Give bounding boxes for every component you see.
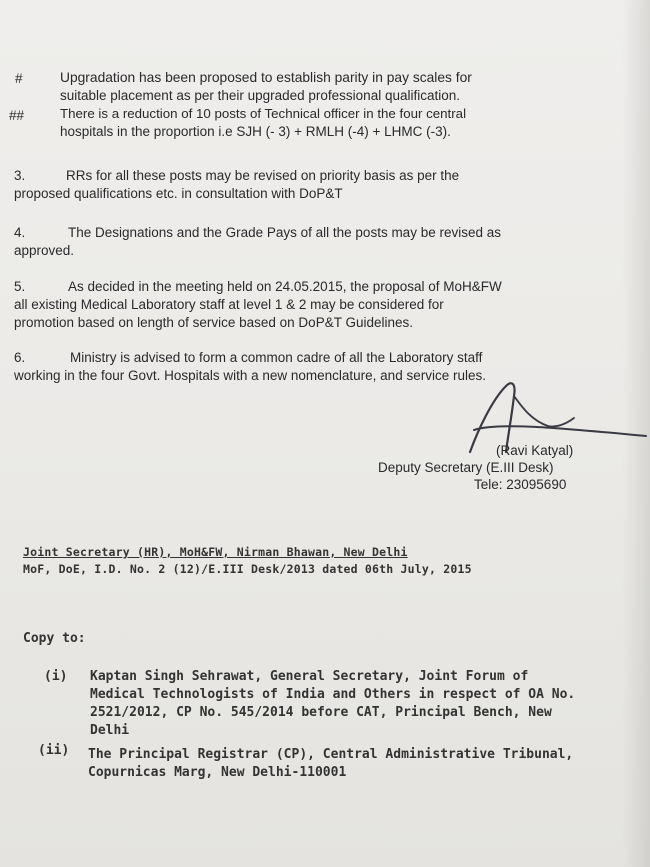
- copy-item-1-line-4: Delhi: [90, 723, 130, 738]
- signatory-designation: Deputy Secretary (E.III Desk): [378, 460, 554, 475]
- signatory-name: (Ravi Katyal): [496, 443, 574, 458]
- para-6-line-1: Ministry is advised to form a common cadre of all the Laboratory staff: [70, 350, 483, 365]
- copy-item-2-number: (ii): [38, 743, 70, 758]
- copy-item-2-line-1: The Principal Registrar (CP), Central Administrative Tribunal,: [88, 747, 574, 762]
- signatory-phone: Tele: 23095690: [474, 477, 567, 492]
- para-5-line-1: As decided in the meeting held on 24.05.2015, the proposal of MoH&FW: [68, 279, 502, 294]
- para-5-line-3: promotion based on length of service based on DoP&T Guidelines.: [14, 315, 413, 330]
- hash-marker-1: #: [15, 71, 23, 86]
- addressee: Joint Secretary (HR), MoH&FW, Nirman Bhawan, New Delhi: [23, 545, 408, 559]
- hash2-line-1: There is a reduction of 10 posts of Technical officer in the four central: [60, 106, 467, 121]
- hash-marker-2: ##: [9, 108, 25, 123]
- copy-item-1-line-1: Kaptan Singh Sehrawat, General Secretary, Joint Forum of: [90, 669, 529, 684]
- hash2-line-2: hospitals in the proportion i.e SJH (- 3) + RMLH (-4) + LHMC (-3).: [60, 124, 451, 139]
- hash1-line-2: suitable placement as per their upgraded professional qualification.: [60, 88, 460, 103]
- para-4-number: 4.: [14, 225, 26, 240]
- copy-item-2-line-2: Copurnicas Marg, New Delhi-110001: [88, 765, 347, 780]
- para-3-line-2: proposed qualifications etc. in consultation with DoP&T: [14, 186, 343, 201]
- para-3-line-1: RRs for all these posts may be revised on priority basis as per the: [66, 168, 460, 183]
- hash1-line-1: Upgradation has been proposed to establish parity in pay scales for: [60, 70, 472, 85]
- reference-number: MoF, DoE, I.D. No. 2 (12)/E.III Desk/2013 dated 06th July, 2015: [23, 562, 472, 576]
- copy-to-heading: Copy to:: [23, 631, 86, 646]
- para-3-number: 3.: [14, 168, 26, 183]
- para-5-line-2: all existing Medical Laboratory staff at level 1 & 2 may be considered for: [14, 297, 444, 312]
- para-6-line-2: working in the four Govt. Hospitals with a new nomenclature, and service rules.: [14, 368, 486, 383]
- copy-item-1-line-2: Medical Technologists of India and Others in respect of OA No.: [90, 687, 576, 702]
- copy-item-1-line-3: 2521/2012, CP No. 545/2014 before CAT, Principal Bench, New: [90, 705, 552, 720]
- para-5-number: 5.: [14, 279, 26, 294]
- para-4-line-1: The Designations and the Grade Pays of all the posts may be revised as: [68, 225, 501, 240]
- para-6-number: 6.: [14, 350, 26, 365]
- para-4-line-2: approved.: [14, 243, 75, 258]
- copy-item-1-number: (i): [44, 669, 68, 684]
